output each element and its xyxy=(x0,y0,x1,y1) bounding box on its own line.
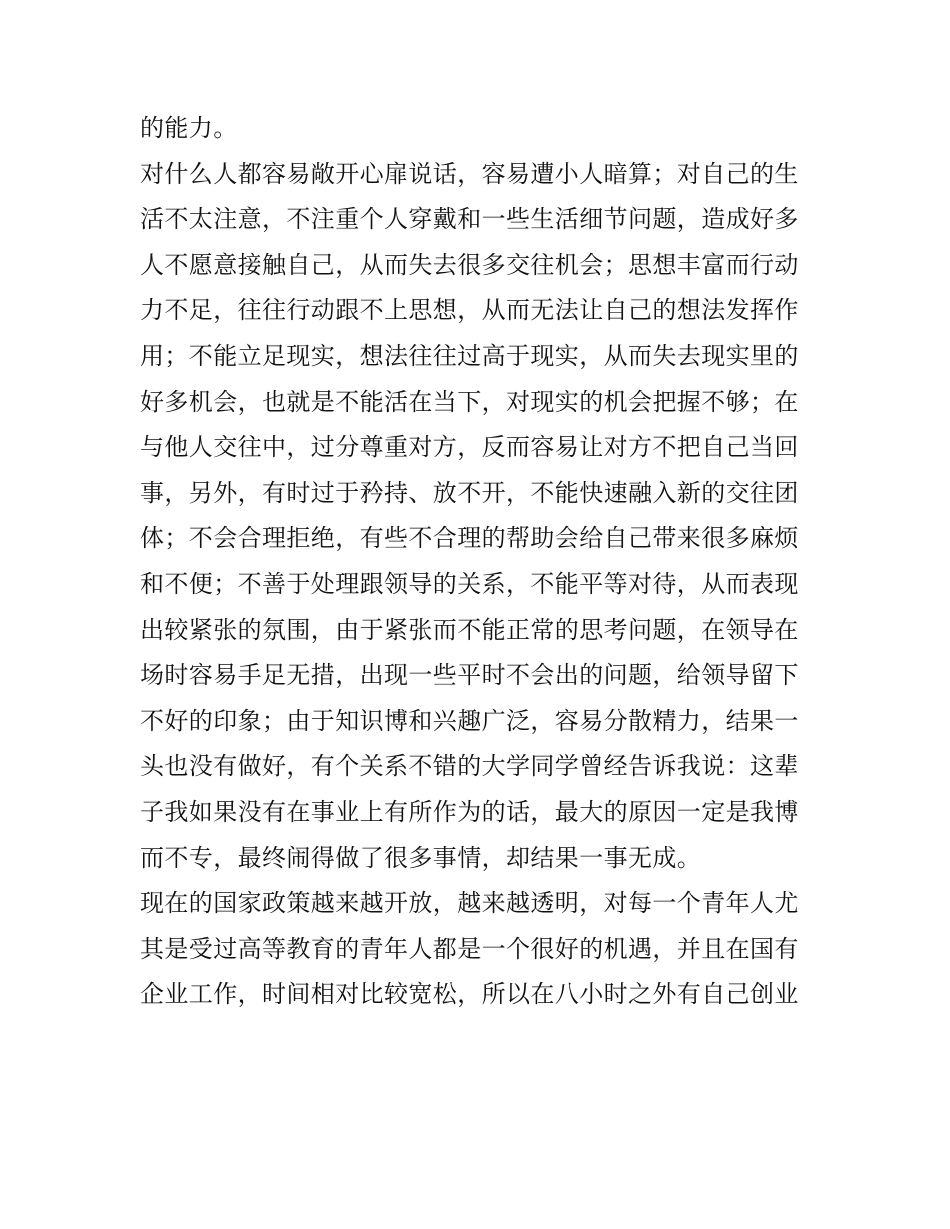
text-line: 对什么人都容易敞开心扉说话，容易遭小人暗算；对自己的生 xyxy=(140,159,799,188)
text-line: 企业工作，时间相对比较宽松，所以在八小时之外有自己创业 xyxy=(140,980,799,1009)
text-line: 体；不会合理拒绝，有些不合理的帮助会给自己带来很多麻烦 xyxy=(140,524,799,553)
text-line: 出较紧张的氛围，由于紧张而不能正常的思考问题，在领导在 xyxy=(140,615,799,644)
text-line: 子我如果没有在事业上有所作为的话，最大的原因一定是我博 xyxy=(140,797,799,826)
text-line: 事，另外，有时过于矜持、放不开，不能快速融入新的交往团 xyxy=(140,478,799,507)
body-text xyxy=(140,106,814,1018)
text-line: 现在的国家政策越来越开放，越来越透明，对每一个青年人尤 xyxy=(140,889,799,918)
text-line: 力不足，往往行动跟不上思想，从而无法让自己的想法发挥作 xyxy=(140,296,799,325)
text-line: 其是受过高等教育的青年人都是一个很好的机遇，并且在国有 xyxy=(140,934,799,963)
text-line: 活不太注意，不注重个人穿戴和一些生活细节问题，造成好多 xyxy=(140,205,799,234)
text-line: 和不便；不善于处理跟领导的关系，不能平等对待，从而表现 xyxy=(140,569,799,598)
text-line: 头也没有做好，有个关系不错的大学同学曾经告诉我说：这辈 xyxy=(140,752,799,781)
text-line: 不好的印象；由于知识博和兴趣广泛，容易分散精力，结果一 xyxy=(140,706,799,735)
text-line: 用；不能立足现实，想法往往过高于现实，从而失去现实里的 xyxy=(140,341,799,370)
text-line: 好多机会，也就是不能活在当下，对现实的机会把握不够；在 xyxy=(140,387,799,416)
text-line: 的能力。 xyxy=(140,114,238,142)
text-line: 人不愿意接触自己，从而失去很多交往机会；思想丰富而行动 xyxy=(140,250,799,279)
text-line: 场时容易手足无措，出现一些平时不会出的问题，给领导留下 xyxy=(140,661,799,690)
text-line: 而不专，最终闹得做了很多事情，却结果一事无成。 xyxy=(140,843,702,872)
text-line: 与他人交往中，过分尊重对方，反而容易让对方不把自己当回 xyxy=(140,433,799,462)
